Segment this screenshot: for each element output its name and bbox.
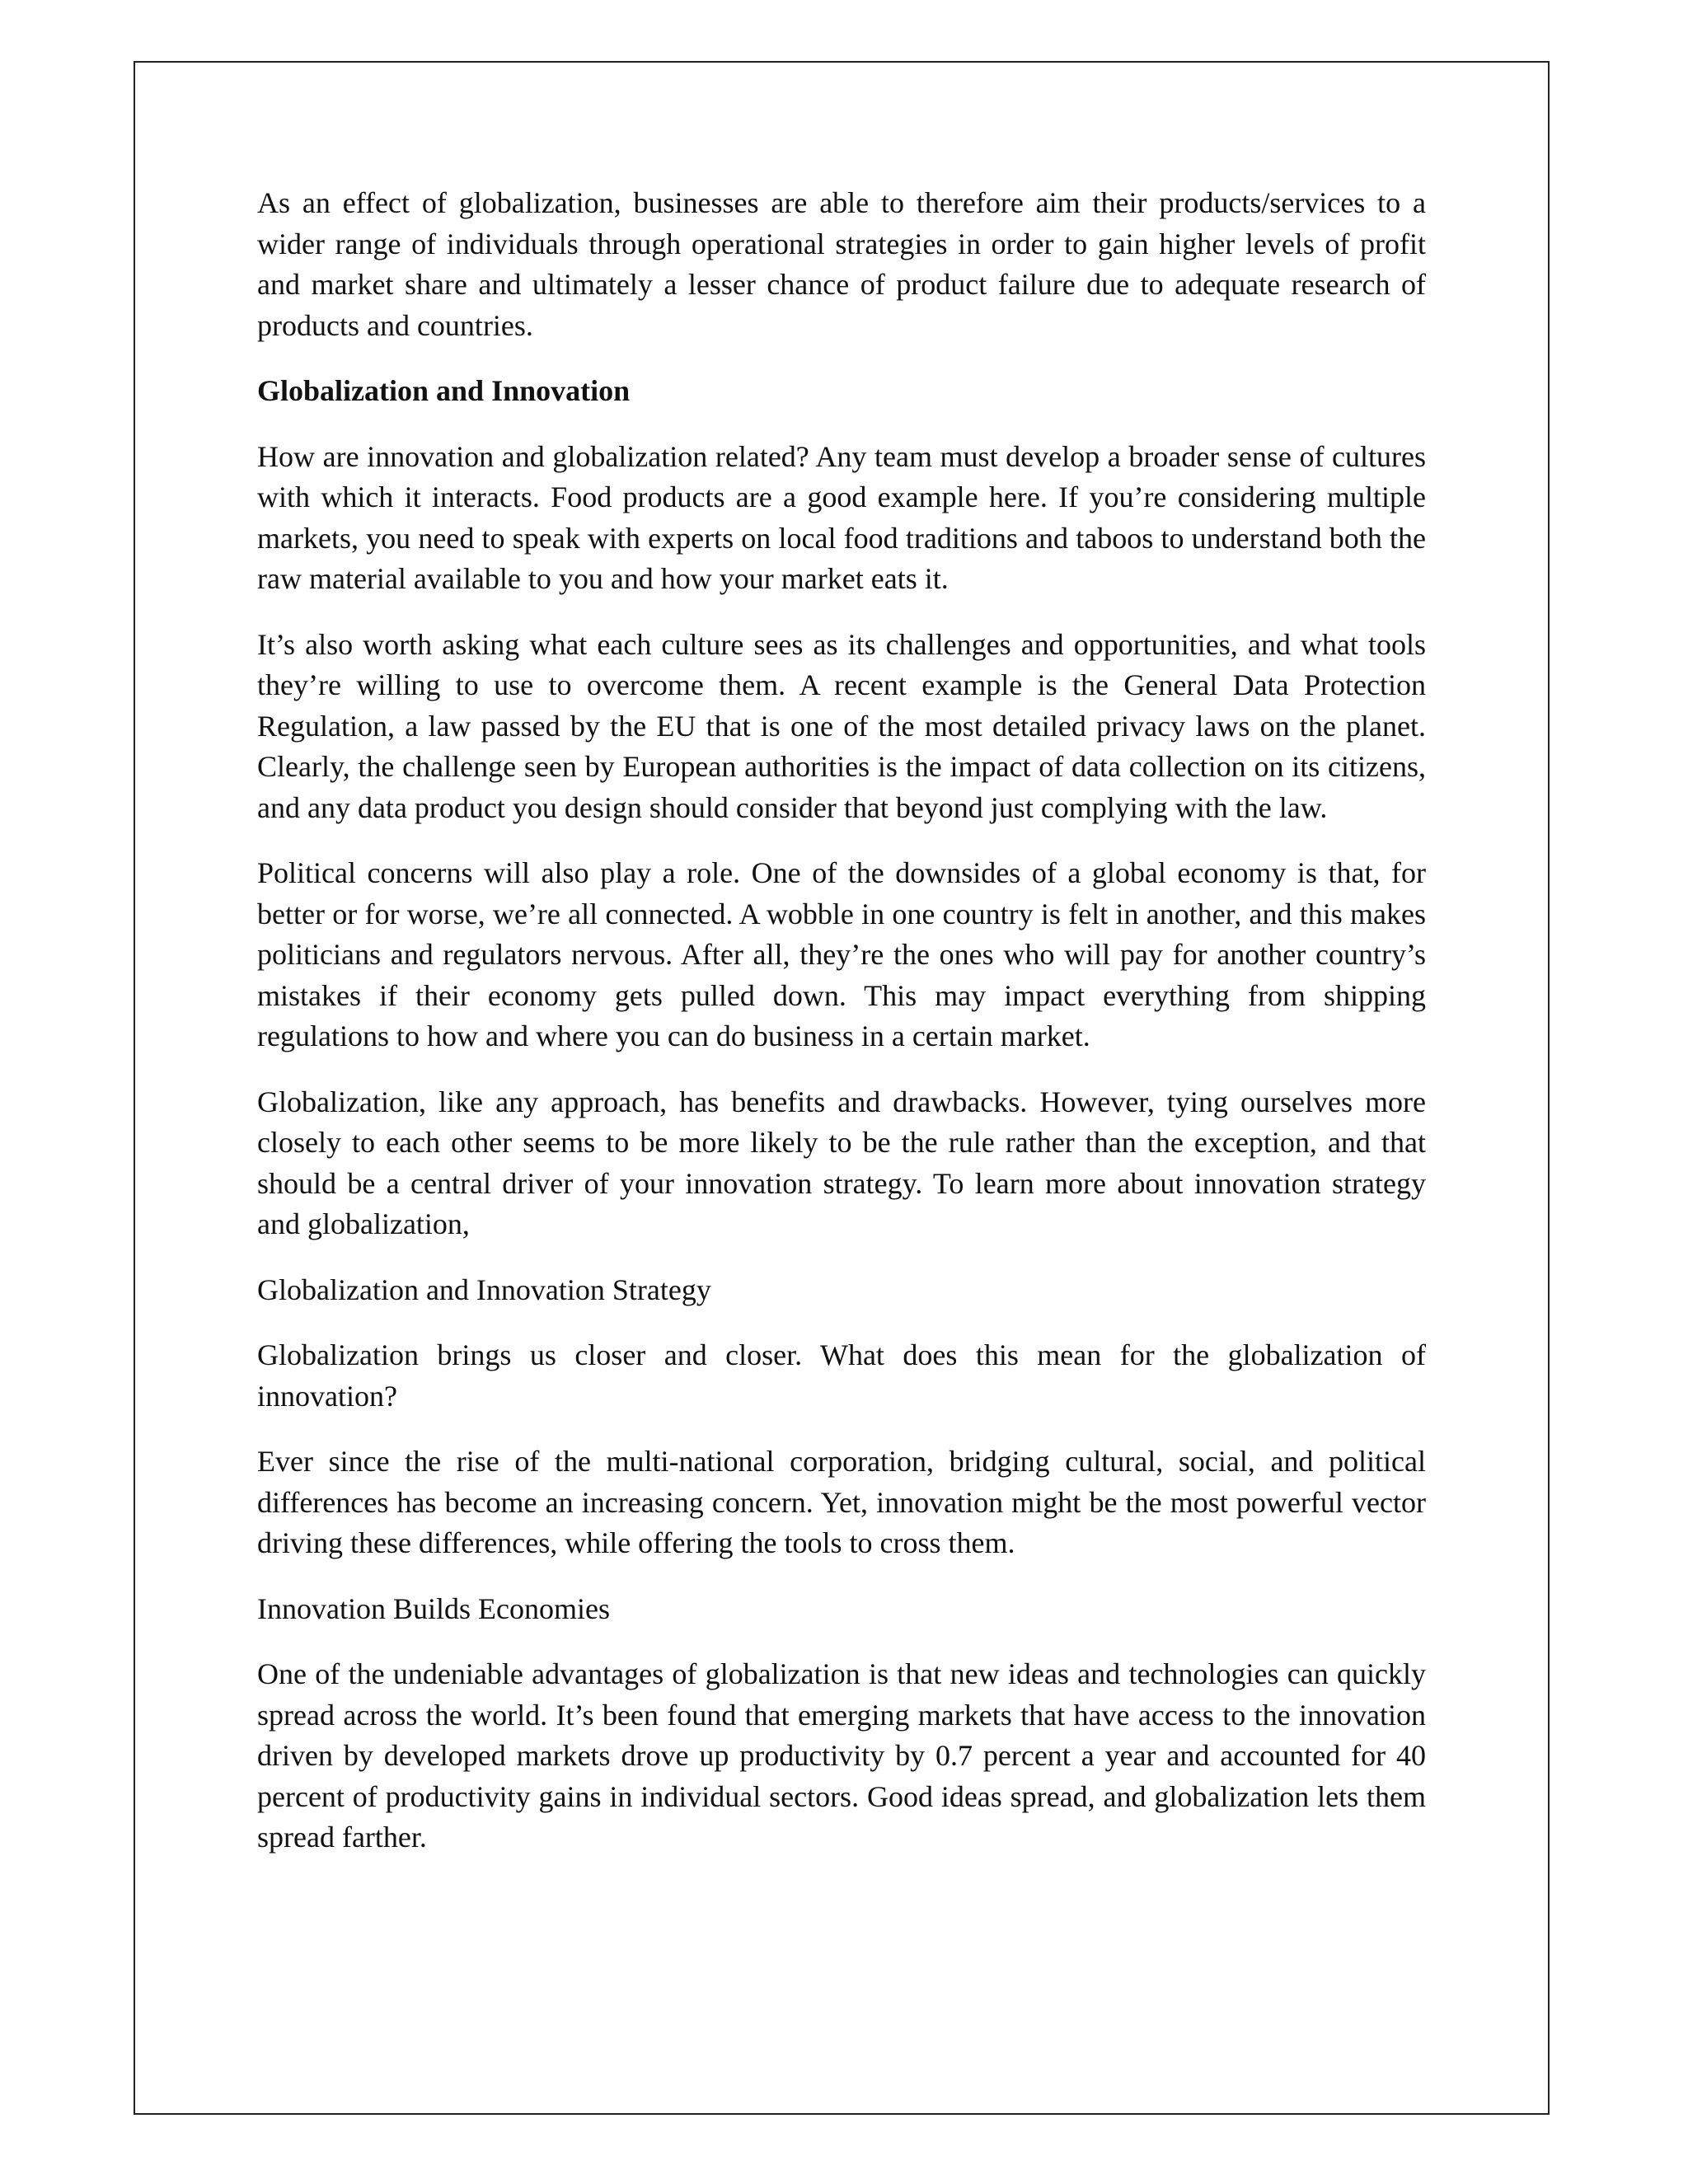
subheading-innovation-builds-economies: Innovation Builds Economies — [257, 1591, 610, 1625]
paragraph-benefits-drawbacks: Globalization, like any approach, has benefits and drawbacks. However, tying ourselves more closely to each other seems to be more likely to be the rule rather than the exception, and that should be a central driver of your innovation strategy. To learn more about innovation strategy and globalization, — [257, 1085, 1426, 1240]
paragraph-culture-challenges: It’s also worth asking what each culture sees as its challenges and opportunities, and what tools they’re willing to use to overcome them. A recent example is the General Data Protection Regulation, a law passed by the EU that is one of the most detailed privacy laws on the planet. Clearly, the challenge seen by European authorities is the impact of data collection on its citizens, and any data product you design should consider that beyond just complying with the law. — [257, 627, 1426, 824]
subheading-innovation-strategy: Globalization and Innovation Strategy — [257, 1272, 711, 1306]
paragraph-closer-and-closer: Globalization brings us closer and closer. What does this mean for the globalization of innovation? — [257, 1338, 1426, 1413]
document-body — [257, 183, 1426, 1883]
paragraph-political-concerns: Political concerns will also play a role. One of the downsides of a global economy is that, for better or for worse, we’re all connected. A wobble in one country is felt in another, and this makes politicians and regulators nervous. After all, they’re the ones who will pay for another country’s mistakes if their economy gets pulled down. This may impact everything from shipping regulations to how and where you can do business in a certain market. — [257, 856, 1426, 1052]
paragraph-ideas-spread: One of the undeniable advantages of globalization is that new ideas and technologies can quickly spread across the world. It’s been found that emerging markets that have access to the innovation driven by developed markets drove up productivity by 0.7 percent a year and accounted for 40 percent of productivity gains in individual sectors. Good ideas spread, and globalization lets them spread farther. — [257, 1657, 1426, 1854]
paragraph-multinational-corporation: Ever since the rise of the multi-national corporation, bridging cultural, social, and political differences has become an increasing concern. Yet, innovation might be the most powerful vector driving these differences, while offering the tools to cross them. — [257, 1445, 1426, 1559]
section-heading-globalization-innovation: Globalization and Innovation — [257, 374, 631, 407]
paragraph-innovation-relation: How are innovation and globalization related? Any team must develop a broader sense of cultures with which it interacts. Food products are a good example here. If you’re considering multiple markets, you need to speak with experts on local food traditions and taboos to understand both the raw material available to you and how your market eats it. — [257, 439, 1426, 595]
paragraph-globalization-effect: As an effect of globalization, businesses are able to therefore aim their products/services to a wider range of individuals through operational strategies in order to gain higher levels of profit and market share and ultimately a lesser chance of product failure due to adequate research of products and countries. — [257, 186, 1426, 342]
